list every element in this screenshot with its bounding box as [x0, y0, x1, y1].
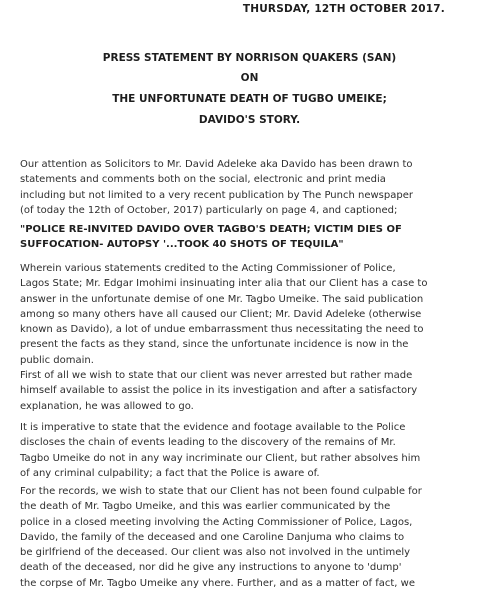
statement-subject: THE UNFORTUNATE DEATH OF TUGBO UMEIKE;	[112, 93, 387, 105]
text-line: explanation, he was allowed to go.	[20, 400, 194, 412]
text-line: including but not limited to a very recent publication by The Punch newspaper	[20, 189, 413, 201]
text-line: For the records, we wish to state that our Client has not been found culpable for	[20, 486, 422, 497]
text-line: "POLICE RE-INVITED DAVIDO OVER TAGBO'S DEATH; VICTIM DIES OF	[20, 224, 402, 235]
text-line: answer in the unfortunate demise of one Mr. Tagbo Umeike. The said publication	[20, 293, 424, 305]
text-line: It is imperative to state that the evidence and footage available to the Police	[20, 422, 406, 433]
text-line: Lagos State; Mr. Edgar Imohimi insinuating inter alia that our Client has a case to	[20, 278, 428, 290]
text-line: (of today the 12th of October, 2017) particularly on page 4, and captioned;	[20, 204, 398, 216]
text-line: present the facts as they stand, since the unfortunate incidence is now in the	[20, 339, 409, 351]
text-line: the death of Mr. Tagbo Umeike, and this was earlier communicated by the	[20, 501, 391, 513]
text-line: among so many others have all caused our Client; Mr. David Adeleke (otherwise	[20, 308, 422, 320]
text-line: of any criminal culpability; a fact that the Police is aware of.	[20, 467, 320, 479]
statement-date: THURSDAY, 12TH OCTOBER 2017.	[242, 3, 445, 15]
paragraph-not-arrested	[20, 368, 480, 414]
text-line: Tagbo Umeike do not in any way incriminate our Client, but rather absolves him	[20, 452, 421, 464]
text-line: statements and comments both on the social, electronic and print media	[20, 174, 386, 186]
text-line: death of the deceased, nor did he give any instructions to anyone to 'dump'	[20, 562, 402, 574]
text-line: discloses the chain of events leading to the discovery of the remains of Mr.	[20, 437, 396, 449]
paragraph-intro	[20, 157, 480, 218]
paragraph-evidence	[20, 420, 480, 481]
text-line: public domain.	[20, 354, 94, 366]
paragraph-statements	[20, 261, 480, 368]
text-line: himself available to assist the police in its investigation and after a satisfactory	[20, 385, 418, 397]
statement-subtitle: DAVIDO'S STORY.	[198, 114, 301, 126]
statement-title: PRESS STATEMENT BY NORRISON QUAKERS (SAN)	[102, 52, 397, 64]
text-line: be girlfriend of the deceased. Our client was also not involved in the untimely	[20, 547, 411, 559]
text-line: Our attention as Solicitors to Mr. David Adeleke aka Davido has been drawn to	[20, 159, 413, 170]
paragraph-for-the-records	[20, 484, 480, 591]
text-line: First of all we wish to state that our client was never arrested but rather made	[20, 370, 413, 381]
text-line: Wherein various statements credited to the Acting Commissioner of Police,	[20, 263, 396, 274]
text-line: police in a closed meeting involving the Acting Commissioner of Police, Lagos,	[20, 516, 413, 528]
text-line: Davido, the family of the deceased and one Caroline Danjuma who claims to	[20, 531, 405, 543]
text-line: SUFFOCATION- AUTOPSY '...TOOK 40 SHOTS OF TEQUILA"	[20, 238, 344, 250]
statement-title-on: ON	[240, 72, 259, 84]
text-line: the corpse of Mr. Tagbo Umeike any vhere. Further, and as a matter of fact, we	[20, 577, 415, 589]
text-line: known as Davido), a lot of undue embarrassment thus necessitating the need to	[20, 324, 424, 336]
quoted-headline	[20, 223, 480, 252]
